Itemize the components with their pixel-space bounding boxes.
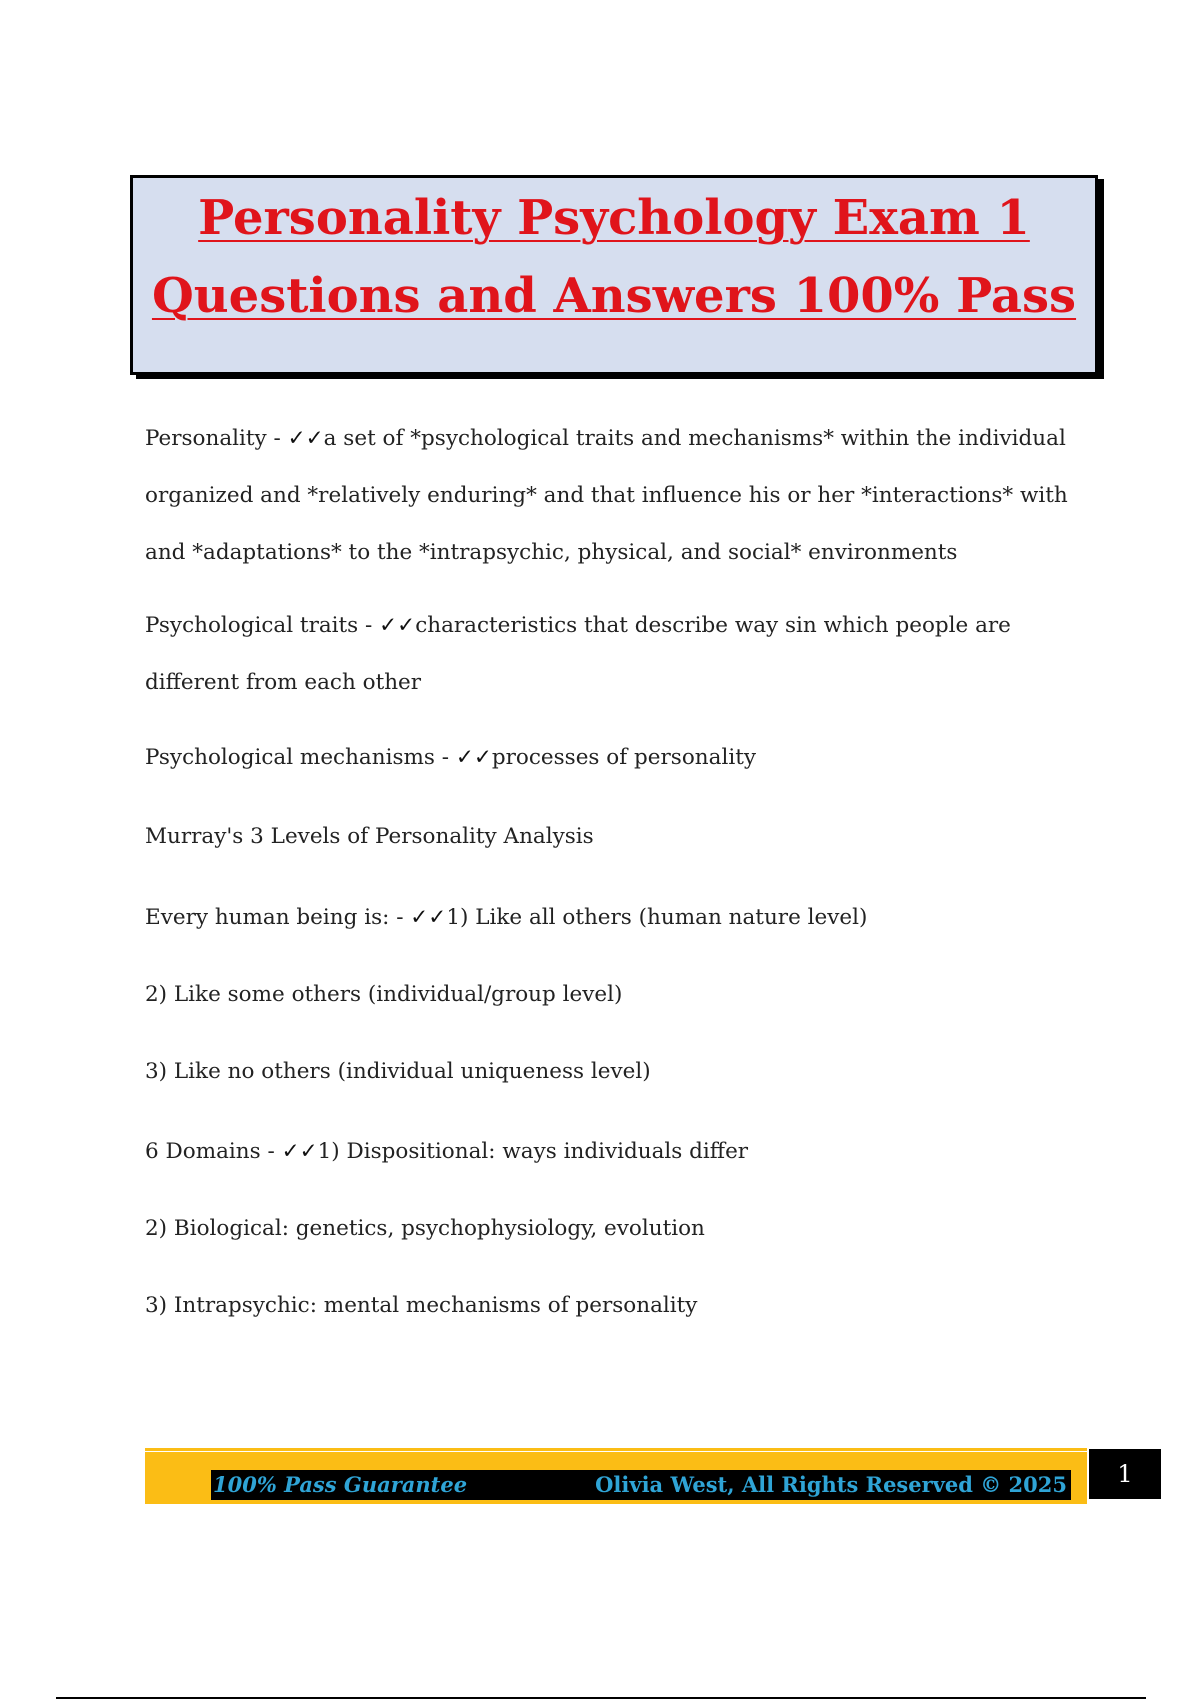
title-box: [130, 175, 1098, 375]
qa-entry-murray-heading: [145, 806, 1095, 868]
qa-entry-intrapsychic: [145, 1275, 1095, 1337]
check-mark-icon: ✓✓: [410, 905, 447, 930]
qa-text: 2) Biological: genetics, psychophysiology, evolution: [145, 1216, 705, 1241]
qa-text: 2) Like some others (individual/group level): [145, 982, 623, 1007]
qa-entry-six-domains: [145, 1121, 1095, 1183]
qa-term: Psychological traits -: [145, 613, 380, 638]
qa-definition: processes of personality: [491, 745, 756, 770]
qa-entry-personality: [145, 410, 1095, 581]
qa-text: 3) Like no others (individual uniqueness level): [145, 1059, 651, 1084]
check-mark-icon: ✓✓: [455, 745, 492, 770]
qa-entry-like-no: [145, 1041, 1095, 1103]
qa-term: Personality -: [145, 426, 288, 451]
qa-entry-psychological-mechanisms: [145, 727, 1095, 789]
document-title-line-1: Personality Psychology Exam 1: [198, 190, 1030, 246]
bottom-divider: [56, 1697, 1146, 1699]
qa-entry-biological: [145, 1198, 1095, 1260]
qa-entry-every-human: [145, 887, 1095, 949]
footer-copyright-text: Olivia West, All Rights Reserved © 2025: [595, 1472, 1067, 1497]
footer-bar: [145, 1452, 1087, 1504]
qa-entry-like-some: [145, 964, 1095, 1026]
page-number: 1: [1089, 1449, 1161, 1499]
qa-definition: 1) Like all others (human nature level): [446, 905, 868, 930]
qa-definition: a set of *psychological traits and mechanisms* within the individual organized and *relatively enduring* and that influence his or her *interactions* with and *adaptations* to the *intrapsychic, physical, and social* environments: [145, 426, 1068, 565]
qa-text: 3) Intrapsychic: mental mechanisms of personality: [145, 1293, 698, 1318]
check-mark-icon: ✓✓: [287, 426, 324, 451]
qa-term: 6 Domains -: [145, 1139, 282, 1164]
qa-definition: 1) Dispositional: ways individuals differ: [317, 1139, 749, 1164]
footer-guarantee-text: 100% Pass Guarantee: [213, 1472, 468, 1497]
qa-definition: characteristics that describe way sin which people are different from each other: [145, 613, 1011, 695]
footer-inner-band: [211, 1470, 1071, 1500]
qa-term: Psychological mechanisms -: [145, 745, 456, 770]
qa-text: Murray's 3 Levels of Personality Analysis: [145, 824, 594, 849]
qa-entry-psychological-traits: [145, 597, 1095, 711]
document-title-line-2: Questions and Answers 100% Pass: [151, 268, 1077, 324]
check-mark-icon: ✓✓: [281, 1139, 318, 1164]
check-mark-icon: ✓✓: [379, 613, 416, 638]
qa-term: Every human being is: -: [145, 905, 411, 930]
